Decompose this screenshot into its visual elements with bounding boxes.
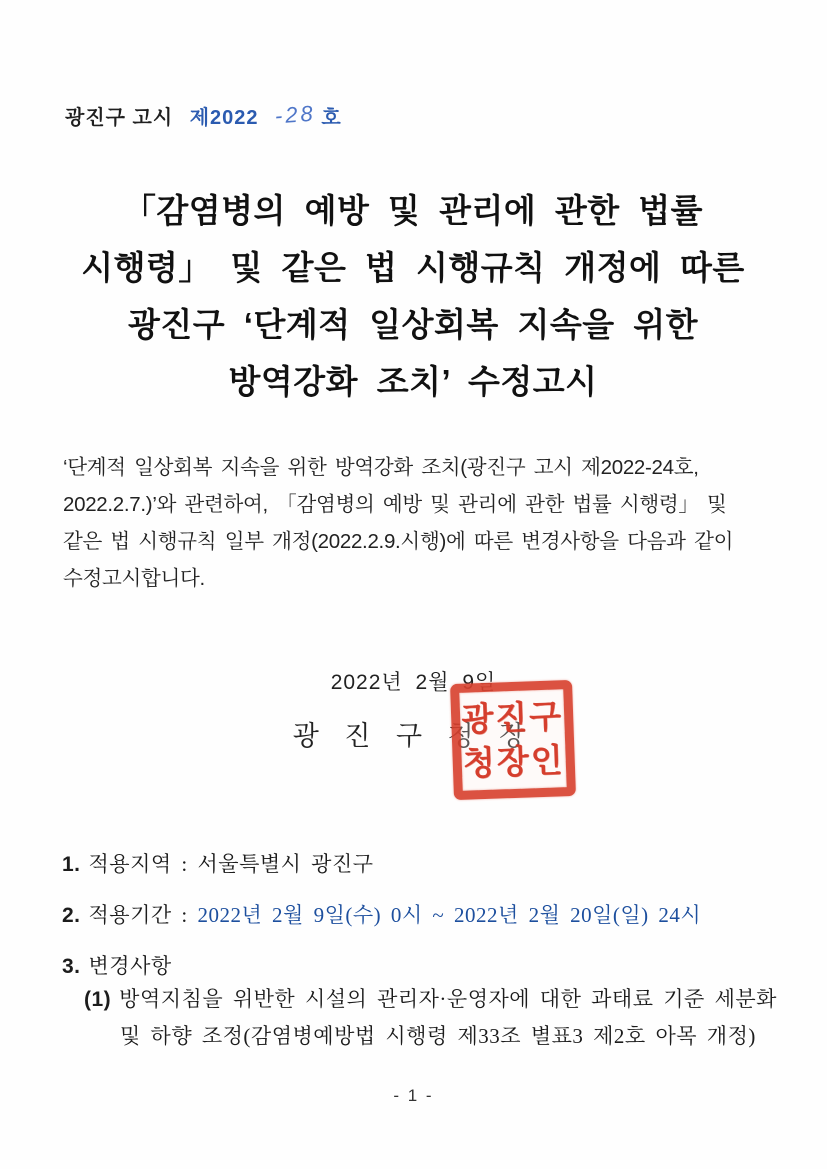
official-seal-stamp: [450, 680, 576, 800]
document-title-line-3: 광진구 ‘단계적 일상회복 지속을 위한: [127, 306, 698, 343]
item-applicable-area: [62, 848, 374, 878]
subitem-1-line-1: [84, 983, 777, 1013]
subitem-1-number: (1): [84, 988, 112, 1011]
body-paragraph-line-2: 2022.2.7.)’와 관련하여, 「감염병의 예방 및 관리에 관한 법률 시행령」 및: [63, 493, 727, 516]
issue-date: 2022년 2월 9일: [330, 671, 497, 694]
page-number: - 1 -: [393, 1086, 434, 1105]
item-1-text: 적용지역 : 서울특별시 광진구: [88, 852, 374, 876]
notice-header-prefix: 광진구 고시: [65, 107, 174, 129]
notice-header: [65, 101, 342, 130]
body-paragraph-line-3: 같은 법 시행규칙 일부 개정(2022.2.9.시행)에 따른 변경사항을 다음과 같이: [63, 530, 734, 553]
item-applicable-period: [62, 899, 701, 929]
seal-text-row-1: 광진구: [460, 697, 564, 738]
item-changes: [62, 950, 172, 980]
issuer-title: 광 진 구 청 장: [292, 721, 535, 751]
body-paragraph-line-4: 수정고시합니다.: [63, 567, 205, 590]
document-title-line-1: 「감염병의 예방 및 관리에 관한 법률: [122, 192, 704, 229]
seal-text-row-2: 청장인: [462, 741, 566, 782]
item-1-number: 1.: [62, 853, 81, 876]
item-2-label: 적용기간 :: [88, 903, 198, 927]
notice-number-suffix: 호: [321, 107, 342, 129]
item-2-period-value: 2022년 2월 9일(수) 0시 ~ 2022년 2월 20일(일) 24시: [197, 903, 702, 927]
subitem-1-text-line-1: 방역지침을 위반한 시설의 관리자·운영자에 대한 과태료 기준 세분화: [119, 987, 777, 1011]
body-paragraph-line-1: ‘단계적 일상회복 지속을 위한 방역강화 조치(광진구 고시 제2022-24호,: [63, 456, 699, 479]
subitem-1-line-2: 및 하향 조정(감염병예방법 시행령 제33조 별표3 제2호 아목 개정): [120, 1024, 756, 1048]
item-3-number: 3.: [62, 955, 81, 978]
body-paragraph: [63, 449, 778, 597]
item-3-text: 변경사항: [88, 954, 172, 978]
document-title-line-2: 시행령」 및 같은 법 시행규칙 개정에 따른: [81, 249, 745, 286]
notice-number-printed: 제2022: [189, 107, 259, 129]
notice-number-handwritten: -28: [273, 100, 316, 129]
document-title-line-4: 방역강화 조치’ 수정고시: [228, 363, 598, 400]
item-2-number: 2.: [62, 904, 81, 927]
document-title: [43, 182, 783, 410]
